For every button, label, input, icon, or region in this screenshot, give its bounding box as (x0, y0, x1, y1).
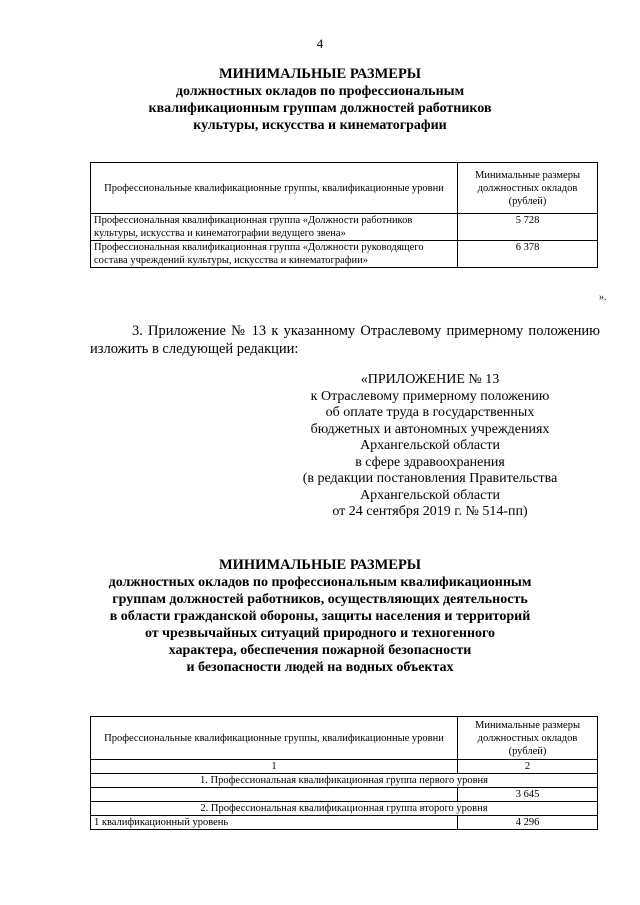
appendix-header (300, 372, 560, 521)
appendix-line: (в редакции постановления Правительства (302, 471, 558, 486)
section2-title (60, 557, 580, 676)
section2-title-line: группам должностей работников, осуществляющих деятельность (112, 592, 528, 607)
group-title-row (91, 774, 598, 788)
table-row (91, 241, 598, 268)
section2-title-line: должностных окладов по профессиональным квалификационным (108, 575, 532, 590)
section2-title-line: и безопасности людей на водных объектах (186, 660, 454, 675)
culture-salary-table (90, 162, 598, 268)
appendix-line: Архангельской области (360, 438, 500, 453)
header-salary: Минимальные размеры должностных окладов (рублей) (458, 163, 598, 214)
row-label: 1 квалификационный уровень (91, 816, 458, 830)
column-number-row (91, 760, 598, 774)
row-value: 6 378 (458, 241, 598, 268)
row-label (91, 788, 458, 802)
header-groups: Профессиональные квалификационные группы, квалификационные уровни (91, 717, 458, 760)
paragraph-3-text: 3. Приложение № 13 к указанному Отраслевому примерному положению изложить в следующей редакции: (90, 323, 600, 357)
appendix-line: от 24 сентября 2019 г. № 514-пп) (332, 504, 528, 519)
section1-title (60, 66, 580, 134)
table-row (91, 214, 598, 241)
row-value: 5 728 (458, 214, 598, 241)
closing-quote: ». (599, 292, 607, 303)
appendix-line: «ПРИЛОЖЕНИЕ № 13 (360, 372, 500, 387)
group-title: 1. Профессиональная квалификационная группа первого уровня (91, 774, 598, 788)
header-salary: Минимальные размеры должностных окладов (рублей) (458, 717, 598, 760)
civil-defense-salary-table (90, 716, 598, 830)
appendix-line: об оплате труда в государственных (325, 405, 535, 420)
appendix-line: в сфере здравоохранения (355, 454, 505, 470)
appendix-line: бюджетных и автономных учреждениях (310, 421, 550, 437)
group-title-row (91, 802, 598, 816)
group-title: 2. Профессиональная квалификационная группа второго уровня (91, 802, 598, 816)
paragraph-3 (90, 322, 600, 358)
section1-title-line: должностных окладов по профессиональным (175, 84, 465, 99)
table-header-row (91, 163, 598, 214)
column-number: 1 (91, 760, 458, 774)
header-groups: Профессиональные квалификационные группы, квалификационные уровни (91, 163, 458, 214)
row-value: 4 296 (458, 816, 598, 830)
table-header-row (91, 717, 598, 760)
section2-title-line: от чрезвычайных ситуаций природного и техногенного (144, 626, 496, 641)
section2-title-line: в области гражданской обороны, защиты населения и территорий (109, 609, 531, 624)
row-label: Профессиональная квалификационная группа «Должности работников культуры, искусства и кинематографии ведущего звена» (91, 214, 458, 241)
section1-title-line: культуры, искусства и кинематографии (193, 118, 447, 133)
row-value: 3 645 (458, 788, 598, 802)
row-label: Профессиональная квалификационная группа «Должности руководящего состава учреждений культуры, искусства и кинематографии» (91, 241, 458, 268)
section1-title-line: квалификационным группам должностей работников (148, 101, 492, 116)
section2-title-line: характера, обеспечения пожарной безопасности (168, 643, 472, 658)
section1-title-line: МИНИМАЛЬНЫЕ РАЗМЕРЫ (218, 66, 422, 82)
column-number: 2 (458, 760, 598, 774)
section2-title-line: МИНИМАЛЬНЫЕ РАЗМЕРЫ (218, 557, 422, 573)
table-row (91, 788, 598, 802)
appendix-line: к Отраслевому примерному положению (310, 388, 550, 404)
page-number: 4 (316, 36, 324, 51)
appendix-line: Архангельской области (360, 487, 500, 503)
table-row (91, 816, 598, 830)
